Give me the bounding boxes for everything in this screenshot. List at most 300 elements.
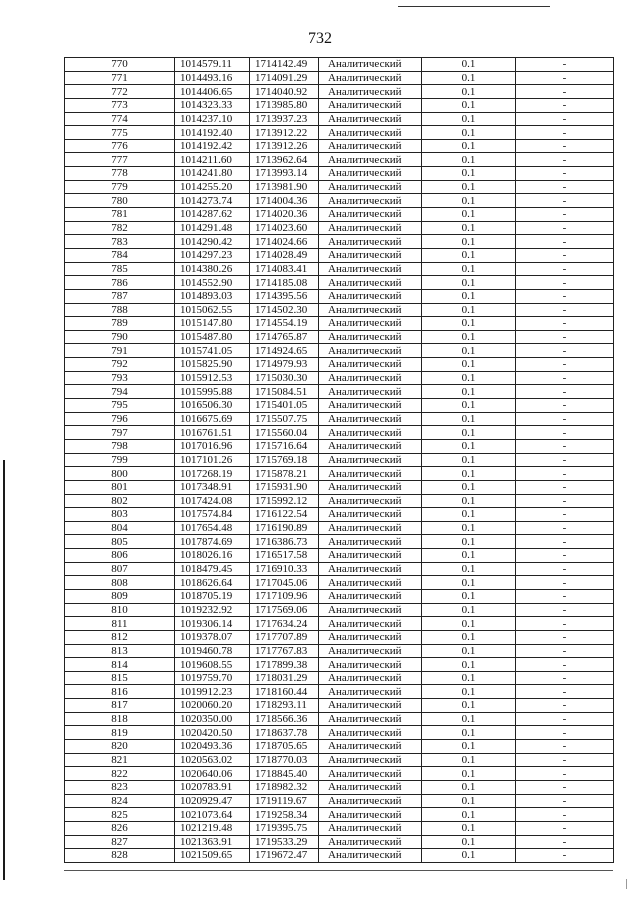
point-number-cell: 776 [65,139,175,153]
x-coordinate-cell: 1014291.48 [175,221,250,235]
point-number-cell: 820 [65,740,175,754]
top-rule [398,6,550,7]
y-coordinate-cell: 1718770.03 [250,753,319,767]
precision-cell: 0.1 [422,85,516,99]
point-number-cell: 807 [65,562,175,576]
x-coordinate-cell: 1014552.90 [175,276,250,290]
method-cell: Аналитический [319,167,422,181]
precision-cell: 0.1 [422,453,516,467]
y-coordinate-cell: 1715507.75 [250,412,319,426]
precision-cell: 0.1 [422,658,516,672]
x-coordinate-cell: 1014241.80 [175,167,250,181]
precision-cell: 0.1 [422,726,516,740]
method-cell: Аналитический [319,467,422,481]
table-row [65,317,614,331]
note-cell: - [516,562,614,576]
point-number-cell: 791 [65,344,175,358]
point-number-cell: 825 [65,808,175,822]
table-row [65,685,614,699]
precision-cell: 0.1 [422,535,516,549]
note-cell: - [516,262,614,276]
point-number-cell: 794 [65,385,175,399]
precision-cell: 0.1 [422,426,516,440]
y-coordinate-cell: 1719672.47 [250,849,319,863]
y-coordinate-cell: 1714028.49 [250,248,319,262]
x-coordinate-cell: 1014493.16 [175,71,250,85]
precision-cell: 0.1 [422,248,516,262]
precision-cell: 0.1 [422,303,516,317]
note-cell: - [516,467,614,481]
note-cell: - [516,699,614,713]
precision-cell: 0.1 [422,562,516,576]
table-row [65,508,614,522]
y-coordinate-cell: 1714395.56 [250,289,319,303]
note-cell: - [516,617,614,631]
precision-cell: 0.1 [422,289,516,303]
x-coordinate-cell: 1014380.26 [175,262,250,276]
point-number-cell: 817 [65,699,175,713]
x-coordinate-cell: 1014290.42 [175,235,250,249]
note-cell: - [516,480,614,494]
point-number-cell: 790 [65,330,175,344]
precision-cell: 0.1 [422,194,516,208]
table-row [65,753,614,767]
precision-cell: 0.1 [422,412,516,426]
x-coordinate-cell: 1019232.92 [175,603,250,617]
precision-cell: 0.1 [422,399,516,413]
note-cell: - [516,358,614,372]
scan-mark [626,879,627,889]
method-cell: Аналитический [319,358,422,372]
precision-cell: 0.1 [422,808,516,822]
method-cell: Аналитический [319,399,422,413]
y-coordinate-cell: 1714554.19 [250,317,319,331]
point-number-cell: 806 [65,549,175,563]
note-cell: - [516,412,614,426]
method-cell: Аналитический [319,248,422,262]
x-coordinate-cell: 1019759.70 [175,671,250,685]
method-cell: Аналитический [319,180,422,194]
precision-cell: 0.1 [422,180,516,194]
method-cell: Аналитический [319,535,422,549]
y-coordinate-cell: 1714040.92 [250,85,319,99]
y-coordinate-cell: 1717045.06 [250,576,319,590]
method-cell: Аналитический [319,289,422,303]
method-cell: Аналитический [319,112,422,126]
note-cell: - [516,767,614,781]
table-row [65,289,614,303]
precision-cell: 0.1 [422,344,516,358]
table-row [65,85,614,99]
coordinates-table [64,57,614,863]
note-cell: - [516,439,614,453]
table-row [65,630,614,644]
method-cell: Аналитический [319,439,422,453]
x-coordinate-cell: 1016506.30 [175,399,250,413]
precision-cell: 0.1 [422,385,516,399]
y-coordinate-cell: 1718982.32 [250,780,319,794]
table-row [65,71,614,85]
point-number-cell: 781 [65,208,175,222]
method-cell: Аналитический [319,780,422,794]
y-coordinate-cell: 1715030.30 [250,371,319,385]
note-cell: - [516,112,614,126]
point-number-cell: 804 [65,521,175,535]
point-number-cell: 821 [65,753,175,767]
method-cell: Аналитический [319,385,422,399]
method-cell: Аналитический [319,849,422,863]
precision-cell: 0.1 [422,603,516,617]
x-coordinate-cell: 1017016.96 [175,439,250,453]
table-row [65,562,614,576]
precision-cell: 0.1 [422,371,516,385]
precision-cell: 0.1 [422,153,516,167]
table-row [65,821,614,835]
precision-cell: 0.1 [422,849,516,863]
method-cell: Аналитический [319,330,422,344]
x-coordinate-cell: 1019306.14 [175,617,250,631]
note-cell: - [516,344,614,358]
x-coordinate-cell: 1021363.91 [175,835,250,849]
precision-cell: 0.1 [422,671,516,685]
method-cell: Аналитический [319,835,422,849]
point-number-cell: 803 [65,508,175,522]
precision-cell: 0.1 [422,644,516,658]
x-coordinate-cell: 1014255.20 [175,180,250,194]
point-number-cell: 808 [65,576,175,590]
point-number-cell: 815 [65,671,175,685]
table-row [65,658,614,672]
x-coordinate-cell: 1020640.06 [175,767,250,781]
method-cell: Аналитический [319,494,422,508]
x-coordinate-cell: 1018626.64 [175,576,250,590]
note-cell: - [516,385,614,399]
y-coordinate-cell: 1713993.14 [250,167,319,181]
x-coordinate-cell: 1015062.55 [175,303,250,317]
method-cell: Аналитический [319,767,422,781]
note-cell: - [516,194,614,208]
note-cell: - [516,235,614,249]
point-number-cell: 818 [65,712,175,726]
precision-cell: 0.1 [422,262,516,276]
note-cell: - [516,712,614,726]
table-row [65,98,614,112]
y-coordinate-cell: 1718705.65 [250,740,319,754]
x-coordinate-cell: 1014237.10 [175,112,250,126]
y-coordinate-cell: 1715769.18 [250,453,319,467]
note-cell: - [516,835,614,849]
table-row [65,535,614,549]
note-cell: - [516,208,614,222]
x-coordinate-cell: 1021509.65 [175,849,250,863]
point-number-cell: 824 [65,794,175,808]
point-number-cell: 826 [65,821,175,835]
y-coordinate-cell: 1718293.11 [250,699,319,713]
x-coordinate-cell: 1014893.03 [175,289,250,303]
x-coordinate-cell: 1017574.84 [175,508,250,522]
table-row [65,58,614,72]
x-coordinate-cell: 1014297.23 [175,248,250,262]
point-number-cell: 771 [65,71,175,85]
x-coordinate-cell: 1019460.78 [175,644,250,658]
y-coordinate-cell: 1715716.64 [250,439,319,453]
y-coordinate-cell: 1718845.40 [250,767,319,781]
x-coordinate-cell: 1017424.08 [175,494,250,508]
table-row [65,617,614,631]
method-cell: Аналитический [319,589,422,603]
point-number-cell: 779 [65,180,175,194]
y-coordinate-cell: 1713981.90 [250,180,319,194]
x-coordinate-cell: 1020493.36 [175,740,250,754]
point-number-cell: 788 [65,303,175,317]
precision-cell: 0.1 [422,71,516,85]
note-cell: - [516,85,614,99]
point-number-cell: 797 [65,426,175,440]
y-coordinate-cell: 1715560.04 [250,426,319,440]
table-row [65,276,614,290]
point-number-cell: 773 [65,98,175,112]
precision-cell: 0.1 [422,740,516,754]
precision-cell: 0.1 [422,98,516,112]
method-cell: Аналитический [319,508,422,522]
table-row [65,439,614,453]
note-cell: - [516,153,614,167]
point-number-cell: 810 [65,603,175,617]
point-number-cell: 774 [65,112,175,126]
y-coordinate-cell: 1718160.44 [250,685,319,699]
table-row [65,167,614,181]
table-row [65,358,614,372]
point-number-cell: 802 [65,494,175,508]
x-coordinate-cell: 1017101.26 [175,453,250,467]
x-coordinate-cell: 1020420.50 [175,726,250,740]
note-cell: - [516,630,614,644]
y-coordinate-cell: 1715084.51 [250,385,319,399]
method-cell: Аналитический [319,139,422,153]
precision-cell: 0.1 [422,835,516,849]
x-coordinate-cell: 1014192.40 [175,126,250,140]
method-cell: Аналитический [319,821,422,835]
x-coordinate-cell: 1018705.19 [175,589,250,603]
x-coordinate-cell: 1015825.90 [175,358,250,372]
note-cell: - [516,303,614,317]
point-number-cell: 809 [65,589,175,603]
note-cell: - [516,453,614,467]
x-coordinate-cell: 1014287.62 [175,208,250,222]
point-number-cell: 799 [65,453,175,467]
point-number-cell: 770 [65,58,175,72]
method-cell: Аналитический [319,549,422,563]
method-cell: Аналитический [319,603,422,617]
y-coordinate-cell: 1719119.67 [250,794,319,808]
table-row [65,194,614,208]
y-coordinate-cell: 1719258.34 [250,808,319,822]
method-cell: Аналитический [319,71,422,85]
precision-cell: 0.1 [422,112,516,126]
x-coordinate-cell: 1020563.02 [175,753,250,767]
y-coordinate-cell: 1714502.30 [250,303,319,317]
note-cell: - [516,426,614,440]
method-cell: Аналитический [319,221,422,235]
point-number-cell: 801 [65,480,175,494]
precision-cell: 0.1 [422,780,516,794]
method-cell: Аналитический [319,98,422,112]
x-coordinate-cell: 1019378.07 [175,630,250,644]
method-cell: Аналитический [319,276,422,290]
method-cell: Аналитический [319,303,422,317]
precision-cell: 0.1 [422,794,516,808]
y-coordinate-cell: 1713985.80 [250,98,319,112]
method-cell: Аналитический [319,426,422,440]
precision-cell: 0.1 [422,699,516,713]
margin-bar [3,460,5,880]
precision-cell: 0.1 [422,617,516,631]
precision-cell: 0.1 [422,589,516,603]
y-coordinate-cell: 1714979.93 [250,358,319,372]
table-row [65,480,614,494]
method-cell: Аналитический [319,685,422,699]
method-cell: Аналитический [319,126,422,140]
table-row [65,221,614,235]
note-cell: - [516,167,614,181]
table-row [65,671,614,685]
method-cell: Аналитический [319,630,422,644]
y-coordinate-cell: 1714083.41 [250,262,319,276]
y-coordinate-cell: 1713912.22 [250,126,319,140]
note-cell: - [516,71,614,85]
table-row [65,303,614,317]
method-cell: Аналитический [319,753,422,767]
y-coordinate-cell: 1719395.75 [250,821,319,835]
y-coordinate-cell: 1717899.38 [250,658,319,672]
note-cell: - [516,685,614,699]
point-number-cell: 827 [65,835,175,849]
point-number-cell: 784 [65,248,175,262]
method-cell: Аналитический [319,208,422,222]
y-coordinate-cell: 1714024.66 [250,235,319,249]
table-row [65,426,614,440]
method-cell: Аналитический [319,644,422,658]
x-coordinate-cell: 1017654.48 [175,521,250,535]
note-cell: - [516,399,614,413]
y-coordinate-cell: 1714091.29 [250,71,319,85]
y-coordinate-cell: 1719533.29 [250,835,319,849]
precision-cell: 0.1 [422,139,516,153]
point-number-cell: 789 [65,317,175,331]
y-coordinate-cell: 1717569.06 [250,603,319,617]
table-row [65,153,614,167]
method-cell: Аналитический [319,153,422,167]
point-number-cell: 822 [65,767,175,781]
x-coordinate-cell: 1021073.64 [175,808,250,822]
y-coordinate-cell: 1714004.36 [250,194,319,208]
precision-cell: 0.1 [422,467,516,481]
x-coordinate-cell: 1014192.42 [175,139,250,153]
note-cell: - [516,535,614,549]
y-coordinate-cell: 1716910.33 [250,562,319,576]
table-row [65,576,614,590]
bottom-rule [64,870,613,871]
y-coordinate-cell: 1717109.96 [250,589,319,603]
y-coordinate-cell: 1714765.87 [250,330,319,344]
table-row [65,712,614,726]
x-coordinate-cell: 1015147.80 [175,317,250,331]
table-row [65,589,614,603]
table-row [65,726,614,740]
x-coordinate-cell: 1016675.69 [175,412,250,426]
x-coordinate-cell: 1021219.48 [175,821,250,835]
method-cell: Аналитический [319,699,422,713]
point-number-cell: 785 [65,262,175,276]
point-number-cell: 800 [65,467,175,481]
point-number-cell: 772 [65,85,175,99]
page-number: 732 [308,30,332,47]
precision-cell: 0.1 [422,235,516,249]
point-number-cell: 783 [65,235,175,249]
note-cell: - [516,753,614,767]
method-cell: Аналитический [319,412,422,426]
y-coordinate-cell: 1718566.36 [250,712,319,726]
y-coordinate-cell: 1716190.89 [250,521,319,535]
table-row [65,208,614,222]
table-row [65,399,614,413]
note-cell: - [516,549,614,563]
y-coordinate-cell: 1714924.65 [250,344,319,358]
note-cell: - [516,330,614,344]
table-row [65,699,614,713]
method-cell: Аналитический [319,671,422,685]
note-cell: - [516,289,614,303]
x-coordinate-cell: 1014406.65 [175,85,250,99]
precision-cell: 0.1 [422,330,516,344]
method-cell: Аналитический [319,262,422,276]
precision-cell: 0.1 [422,494,516,508]
precision-cell: 0.1 [422,208,516,222]
point-number-cell: 823 [65,780,175,794]
table-row [65,740,614,754]
table-row [65,371,614,385]
x-coordinate-cell: 1020060.20 [175,699,250,713]
point-number-cell: 782 [65,221,175,235]
point-number-cell: 796 [65,412,175,426]
table-row [65,849,614,863]
table-row [65,794,614,808]
method-cell: Аналитический [319,235,422,249]
method-cell: Аналитический [319,576,422,590]
method-cell: Аналитический [319,740,422,754]
method-cell: Аналитический [319,85,422,99]
note-cell: - [516,740,614,754]
table-body [65,58,614,863]
note-cell: - [516,139,614,153]
note-cell: - [516,849,614,863]
note-cell: - [516,180,614,194]
precision-cell: 0.1 [422,167,516,181]
table-row [65,494,614,508]
y-coordinate-cell: 1715878.21 [250,467,319,481]
x-coordinate-cell: 1017268.19 [175,467,250,481]
table-row [65,467,614,481]
y-coordinate-cell: 1718637.78 [250,726,319,740]
method-cell: Аналитический [319,726,422,740]
precision-cell: 0.1 [422,480,516,494]
precision-cell: 0.1 [422,317,516,331]
note-cell: - [516,821,614,835]
note-cell: - [516,126,614,140]
table-row [65,112,614,126]
method-cell: Аналитический [319,617,422,631]
x-coordinate-cell: 1014273.74 [175,194,250,208]
